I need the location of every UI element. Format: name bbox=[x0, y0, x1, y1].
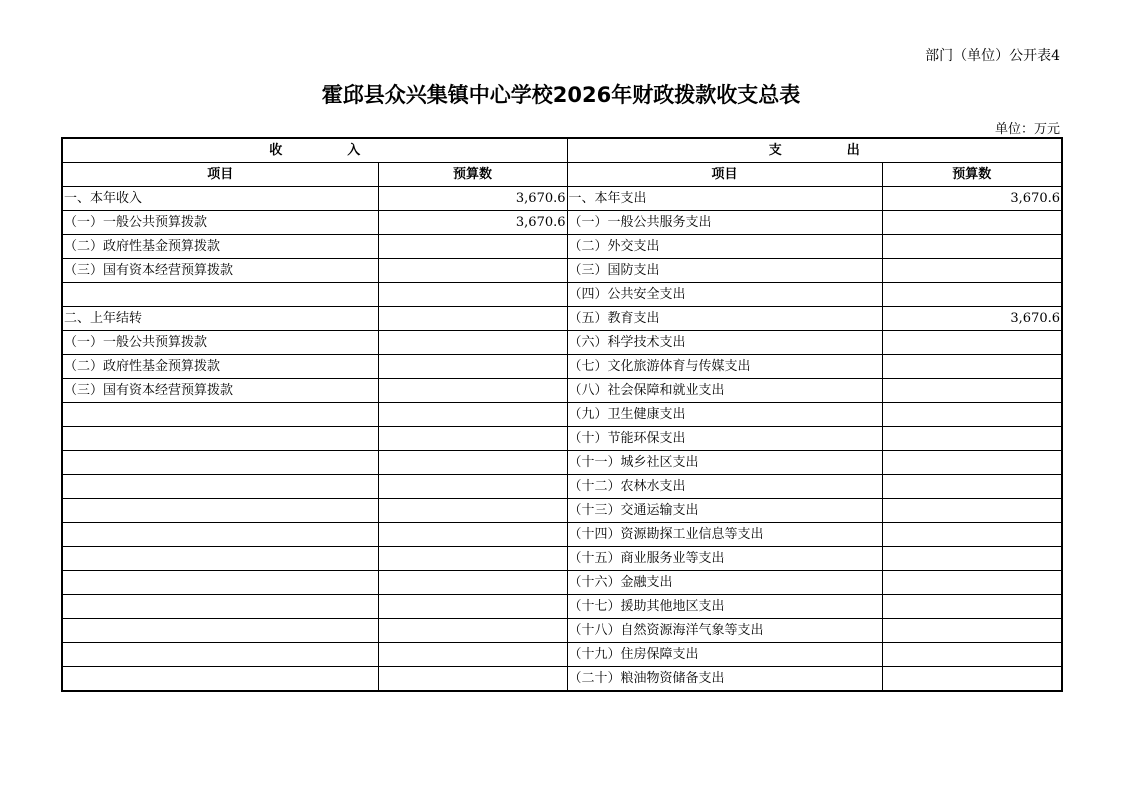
income-item-cell bbox=[62, 547, 378, 571]
expense-item-cell: （十四）资源勘探工业信息等支出 bbox=[567, 523, 882, 547]
table-row bbox=[62, 403, 1062, 427]
income-budget-cell bbox=[378, 571, 567, 595]
income-item-cell bbox=[62, 403, 378, 427]
unit-label: 单位：万元 bbox=[994, 122, 1060, 137]
table-row bbox=[62, 331, 1062, 355]
income-budget-cell bbox=[378, 523, 567, 547]
expense-budget-cell bbox=[882, 283, 1062, 307]
expense-item-cell: （十）节能环保支出 bbox=[567, 427, 882, 451]
income-item-cell: （二）政府性基金预算拨款 bbox=[62, 355, 378, 379]
expense-item-cell: （六）科学技术支出 bbox=[567, 331, 882, 355]
income-item-cell bbox=[62, 475, 378, 499]
expense-budget-cell bbox=[882, 427, 1062, 451]
table-row bbox=[62, 307, 1062, 331]
income-item-cell: （三）国有资本经营预算拨款 bbox=[62, 259, 378, 283]
expense-item-cell: （十五）商业服务业等支出 bbox=[567, 547, 882, 571]
income-budget-cell bbox=[378, 355, 567, 379]
income-header: 收 入 bbox=[62, 138, 567, 163]
income-item-cell bbox=[62, 283, 378, 307]
income-budget-cell bbox=[378, 667, 567, 692]
expense-item-cell: （十三）交通运输支出 bbox=[567, 499, 882, 523]
table-row bbox=[62, 571, 1062, 595]
expense-budget-cell: 3,670.6 bbox=[882, 307, 1062, 331]
table-row bbox=[62, 643, 1062, 667]
expense-budget-cell bbox=[882, 547, 1062, 571]
income-budget-cell bbox=[378, 619, 567, 643]
income-item-cell: 二、上年结转 bbox=[62, 307, 378, 331]
expense-item-cell: （八）社会保障和就业支出 bbox=[567, 379, 882, 403]
income-item-cell: （三）国有资本经营预算拨款 bbox=[62, 379, 378, 403]
expense-item-cell: （三）国防支出 bbox=[567, 259, 882, 283]
income-budget-cell bbox=[378, 595, 567, 619]
expense-budget-cell bbox=[882, 595, 1062, 619]
table-row bbox=[62, 379, 1062, 403]
expense-item-cell: （一）一般公共服务支出 bbox=[567, 211, 882, 235]
table-row bbox=[62, 499, 1062, 523]
income-item-cell: （一）一般公共预算拨款 bbox=[62, 331, 378, 355]
income-budget-cell bbox=[378, 283, 567, 307]
expense-budget-cell bbox=[882, 379, 1062, 403]
income-item-cell bbox=[62, 451, 378, 475]
expense-header: 支 出 bbox=[567, 138, 1062, 163]
expense-item-cell: 一、本年支出 bbox=[567, 187, 882, 211]
table-row bbox=[62, 667, 1062, 692]
income-budget-cell bbox=[378, 427, 567, 451]
income-budget-cell bbox=[378, 379, 567, 403]
income-item-cell bbox=[62, 667, 378, 692]
expense-budget-cell bbox=[882, 211, 1062, 235]
table-row bbox=[62, 355, 1062, 379]
income-budget-cell bbox=[378, 643, 567, 667]
income-budget-cell bbox=[378, 475, 567, 499]
table-row bbox=[62, 259, 1062, 283]
income-item-cell: （一）一般公共预算拨款 bbox=[62, 211, 378, 235]
header-row-group bbox=[62, 138, 1062, 163]
income-budget-cell bbox=[378, 403, 567, 427]
expense-budget-cell bbox=[882, 259, 1062, 283]
income-item-cell: （二）政府性基金预算拨款 bbox=[62, 235, 378, 259]
expense-budget-cell bbox=[882, 499, 1062, 523]
income-item-cell bbox=[62, 643, 378, 667]
income-budget-cell bbox=[378, 235, 567, 259]
expense-budget-cell bbox=[882, 667, 1062, 692]
income-budget-cell bbox=[378, 499, 567, 523]
income-budget-cell bbox=[378, 259, 567, 283]
expense-item-cell: （九）卫生健康支出 bbox=[567, 403, 882, 427]
expense-item-cell: （十六）金融支出 bbox=[567, 571, 882, 595]
budget-summary-table bbox=[61, 137, 1063, 692]
table-row bbox=[62, 427, 1062, 451]
expense-item-cell: （十八）自然资源海洋气象等支出 bbox=[567, 619, 882, 643]
table-row bbox=[62, 547, 1062, 571]
income-item-cell bbox=[62, 427, 378, 451]
expense-item-cell: （十九）住房保障支出 bbox=[567, 643, 882, 667]
expense-item-cell: （二十）粮油物资储备支出 bbox=[567, 667, 882, 692]
table-body bbox=[62, 187, 1062, 692]
income-budget-cell: 3,670.6 bbox=[378, 187, 567, 211]
expense-budget-cell: 3,670.6 bbox=[882, 187, 1062, 211]
expense-item-cell: （十二）农林水支出 bbox=[567, 475, 882, 499]
expense-budget-cell bbox=[882, 355, 1062, 379]
income-item-cell bbox=[62, 619, 378, 643]
header-row-columns bbox=[62, 163, 1062, 187]
expense-item-cell: （十一）城乡社区支出 bbox=[567, 451, 882, 475]
table-row bbox=[62, 451, 1062, 475]
table-row bbox=[62, 475, 1062, 499]
table-row bbox=[62, 235, 1062, 259]
page-title: 霍邱县众兴集镇中心学校2026年财政拨款收支总表 bbox=[321, 83, 801, 107]
expense-budget-cell bbox=[882, 619, 1062, 643]
table-row bbox=[62, 211, 1062, 235]
expense-budget-cell bbox=[882, 571, 1062, 595]
form-number: 部门（单位）公开表4 bbox=[925, 48, 1060, 64]
income-budget-cell bbox=[378, 307, 567, 331]
income-item-cell bbox=[62, 571, 378, 595]
table-row bbox=[62, 523, 1062, 547]
expense-item-cell: （七）文化旅游体育与传媒支出 bbox=[567, 355, 882, 379]
income-item-cell bbox=[62, 523, 378, 547]
table-row bbox=[62, 187, 1062, 211]
expense-budget-cell bbox=[882, 643, 1062, 667]
expense-item-cell: （十七）援助其他地区支出 bbox=[567, 595, 882, 619]
income-budget-cell bbox=[378, 547, 567, 571]
income-budget-header: 预算数 bbox=[378, 163, 567, 187]
income-item-cell bbox=[62, 499, 378, 523]
expense-item-cell: （四）公共安全支出 bbox=[567, 283, 882, 307]
expense-budget-cell bbox=[882, 475, 1062, 499]
expense-budget-cell bbox=[882, 235, 1062, 259]
income-budget-cell bbox=[378, 451, 567, 475]
table-row bbox=[62, 595, 1062, 619]
expense-budget-cell bbox=[882, 403, 1062, 427]
income-item-cell bbox=[62, 595, 378, 619]
income-item-header: 项目 bbox=[62, 163, 378, 187]
expense-budget-cell bbox=[882, 523, 1062, 547]
expense-item-cell: （五）教育支出 bbox=[567, 307, 882, 331]
table-row bbox=[62, 619, 1062, 643]
income-item-cell: 一、本年收入 bbox=[62, 187, 378, 211]
expense-budget-header: 预算数 bbox=[882, 163, 1062, 187]
table-row bbox=[62, 283, 1062, 307]
income-budget-cell bbox=[378, 331, 567, 355]
income-budget-cell: 3,670.6 bbox=[378, 211, 567, 235]
expense-budget-cell bbox=[882, 451, 1062, 475]
expense-item-header: 项目 bbox=[567, 163, 882, 187]
expense-item-cell: （二）外交支出 bbox=[567, 235, 882, 259]
expense-budget-cell bbox=[882, 331, 1062, 355]
